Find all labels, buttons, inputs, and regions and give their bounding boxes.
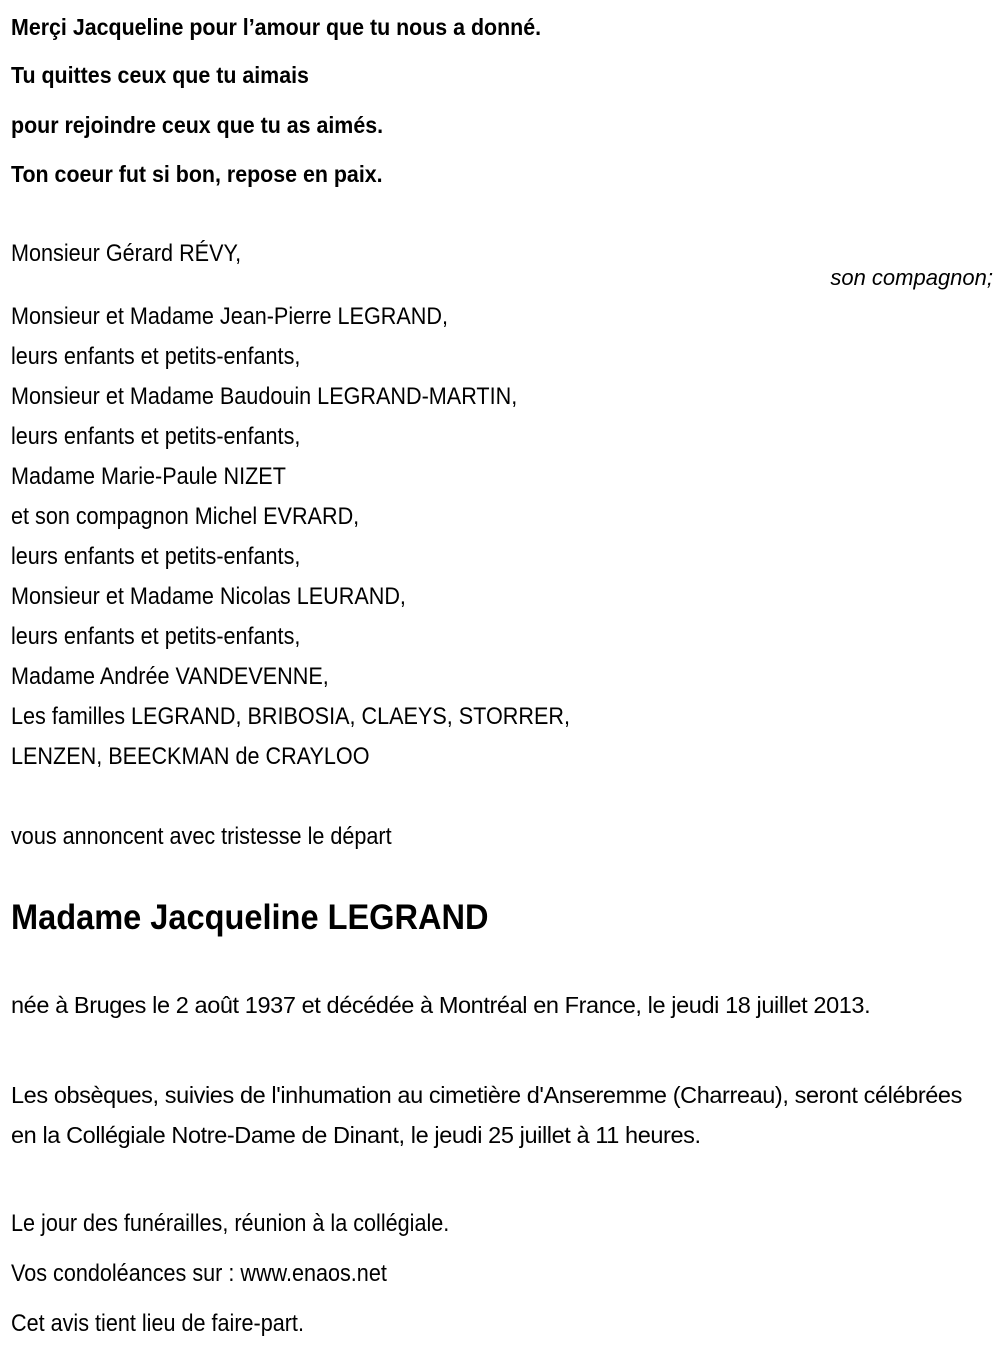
deceased-name: Madame Jacqueline LEGRAND [11, 898, 489, 937]
family-line: leurs enfants et petits-enfants, [11, 543, 301, 570]
notice-text: Cet avis tient lieu de faire-part. [11, 1310, 304, 1337]
poem-line: pour rejoindre ceux que tu as aimés. [11, 112, 384, 138]
birth-death-text: née à Bruges le 2 août 1937 et décédée à Montréal en France, le jeudi 18 juillet 2013. [11, 992, 871, 1018]
family-line: Monsieur et Madame Baudouin LEGRAND-MARTIN, [11, 383, 518, 410]
family-line: leurs enfants et petits-enfants, [11, 423, 301, 450]
announcement-text: vous annoncent avec tristesse le départ [11, 823, 392, 850]
family-line: LENZEN, BEECKMAN de CRAYLOO [11, 743, 370, 770]
condolences-prefix: Vos condoléances sur : [11, 1260, 241, 1287]
poem-line: Tu quittes ceux que tu aimais [11, 62, 309, 88]
family-line: Madame Marie-Paule NIZET [11, 463, 286, 490]
condolences-line [11, 1259, 387, 1289]
family-line: Madame Andrée VANDEVENNE, [11, 663, 329, 690]
companion-role: son compagnon; [830, 265, 993, 290]
gathering-text: Le jour des funérailles, réunion à la collégiale. [11, 1210, 450, 1237]
family-line: Les familles LEGRAND, BRIBOSIA, CLAEYS, STORRER, [11, 703, 570, 730]
family-line: Monsieur et Madame Nicolas LEURAND, [11, 583, 406, 610]
poem-line: Ton coeur fut si bon, repose en paix. [11, 161, 383, 187]
companion-name: Monsieur Gérard RÉVY, [11, 240, 242, 267]
family-line: Monsieur et Madame Jean-Pierre LEGRAND, [11, 303, 448, 330]
condolences-link[interactable]: www.enaos.net [240, 1260, 387, 1287]
family-line: et son compagnon Michel EVRARD, [11, 503, 360, 530]
poem-line: Merçi Jacqueline pour l’amour que tu nous a donné. [11, 14, 542, 40]
family-line: leurs enfants et petits-enfants, [11, 623, 301, 650]
family-line: leurs enfants et petits-enfants, [11, 343, 301, 370]
funeral-text: Les obsèques, suivies de l'inhumation au cimetière d'Anseremme (Charreau), seront célébrées en la Collégiale Notre-Dame de Dinant, le jeudi 25 juillet à 11 heures. [11, 1082, 962, 1148]
